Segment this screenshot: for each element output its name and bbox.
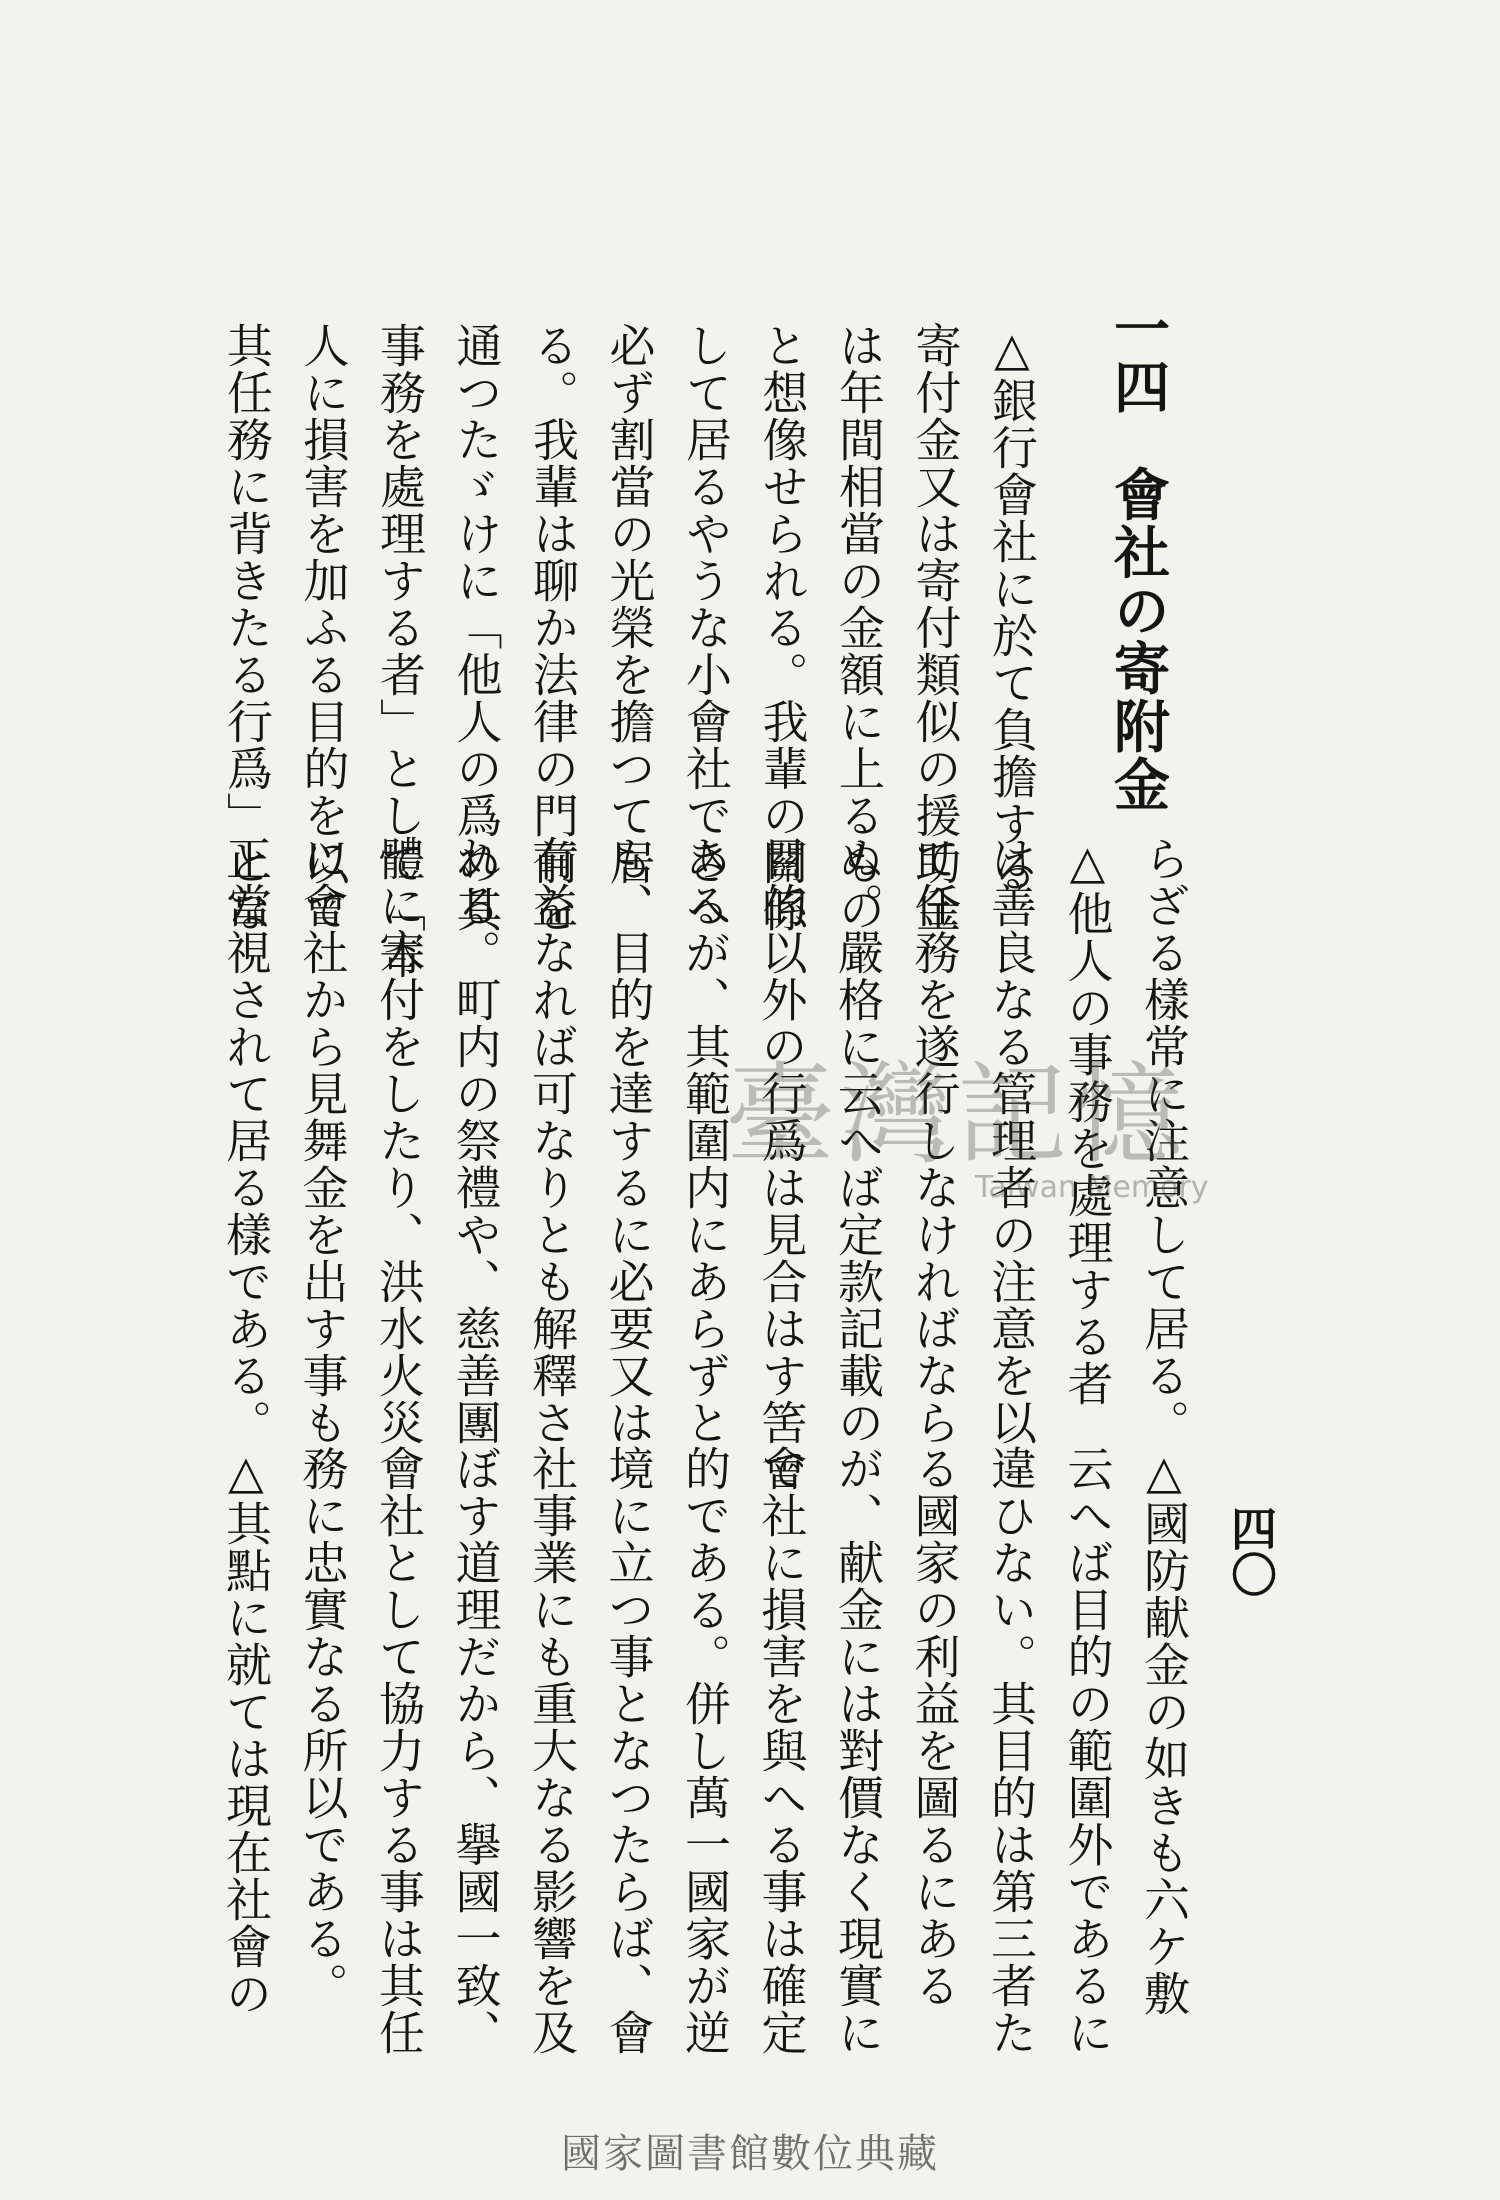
text-line: 其任務に背きたる行爲」とな [220, 322, 274, 933]
text-line: 事務を處理する者」として「本 [373, 322, 427, 980]
text-line: 會社として協力する事は其任 [372, 1445, 426, 2056]
text-line: △銀行會社に於て負擔する [985, 322, 1039, 894]
section-heading [1105, 300, 1171, 814]
text-line: ぬ。嚴格に云へば定款記載の [831, 835, 885, 1446]
watermark-subtitle: Taiwan Memory [975, 1170, 1209, 1205]
text-line: △其點に就ては現在社會の [219, 1445, 273, 2017]
text-line: 目的以外の行爲は見合はす筈で [754, 835, 809, 1493]
text-line: 的である。併し萬一國家が逆 [678, 1445, 732, 2056]
text-line: らざる樣常に注意して居る。 [1137, 835, 1191, 1446]
text-block-bottom [202, 1445, 1202, 2056]
text-line: 人に損害を加ふる目的を以て [296, 322, 351, 933]
text-line: も、目的を達するに必要又は [601, 835, 656, 1446]
text-line: が、献金には對價なく現實に [831, 1445, 885, 2056]
text-line: △國防献金の如きも六ケ敷 [1137, 1445, 1191, 2017]
text-line: 境に立つ事となつたらば、會 [601, 1445, 656, 2056]
text-line: と想像せられる。我輩の關係 [755, 322, 810, 933]
text-line: 務に忠實なる所以である。 [295, 1445, 350, 2009]
text-line: る。我輩は聊か法律の門前を [526, 322, 580, 933]
text-line: 會社に損害を與へる事は確定 [754, 1445, 809, 2056]
text-line: して居るやうな小會社でさへ [679, 322, 733, 933]
section-number: 一四 [1105, 300, 1171, 416]
text-line: に會社から見舞金を出す事も [295, 835, 350, 1446]
text-line: 體に寄付をしたり、洪水火災 [372, 835, 426, 1446]
text-line: は善良なる管理者の注意を以 [984, 835, 1038, 1446]
text-line: 違ひない。其目的は第三者た [984, 1445, 1038, 2056]
text-line: △他人の事務を處理する者 [1060, 835, 1115, 1407]
section-title: 會社の寄附金 [1105, 465, 1171, 814]
text-line: 云へば目的の範圍外であるに [1060, 1445, 1115, 2056]
watermark-logo-text: 臺灣記憶 [725, 1051, 1189, 1179]
text-line: 有益なれば可なりとも解釋さ [525, 835, 579, 1446]
archive-footer: 國家圖書館數位典藏 [561, 2131, 939, 2177]
page-number: 四〇 [1224, 1505, 1278, 1597]
text-line: 必ず割當の光榮を擔つて居 [602, 322, 657, 886]
text-line: は年間相當の金額に上るもの [832, 322, 886, 933]
text-line: 寄付金又は寄付類似の援助金 [908, 322, 963, 933]
text-block-middle [202, 835, 1202, 1493]
text-line: ぼす道理だから、擧國一致、 [448, 1445, 503, 2056]
text-line: る國家の利益を圖るにある [907, 1445, 962, 2009]
text-line: れる。町内の祭禮や、慈善團 [448, 835, 503, 1446]
text-line: て任務を遂行しなければなら [907, 835, 962, 1446]
text-line: 正當視されて居る樣である。 [219, 835, 273, 1446]
text-line: あるが、其範圍内にあらずと [678, 835, 732, 1446]
text-line: 通つたゞけに「他人の爲め其 [449, 322, 504, 933]
text-line: 社事業にも重大なる影響を及 [525, 1445, 579, 2056]
